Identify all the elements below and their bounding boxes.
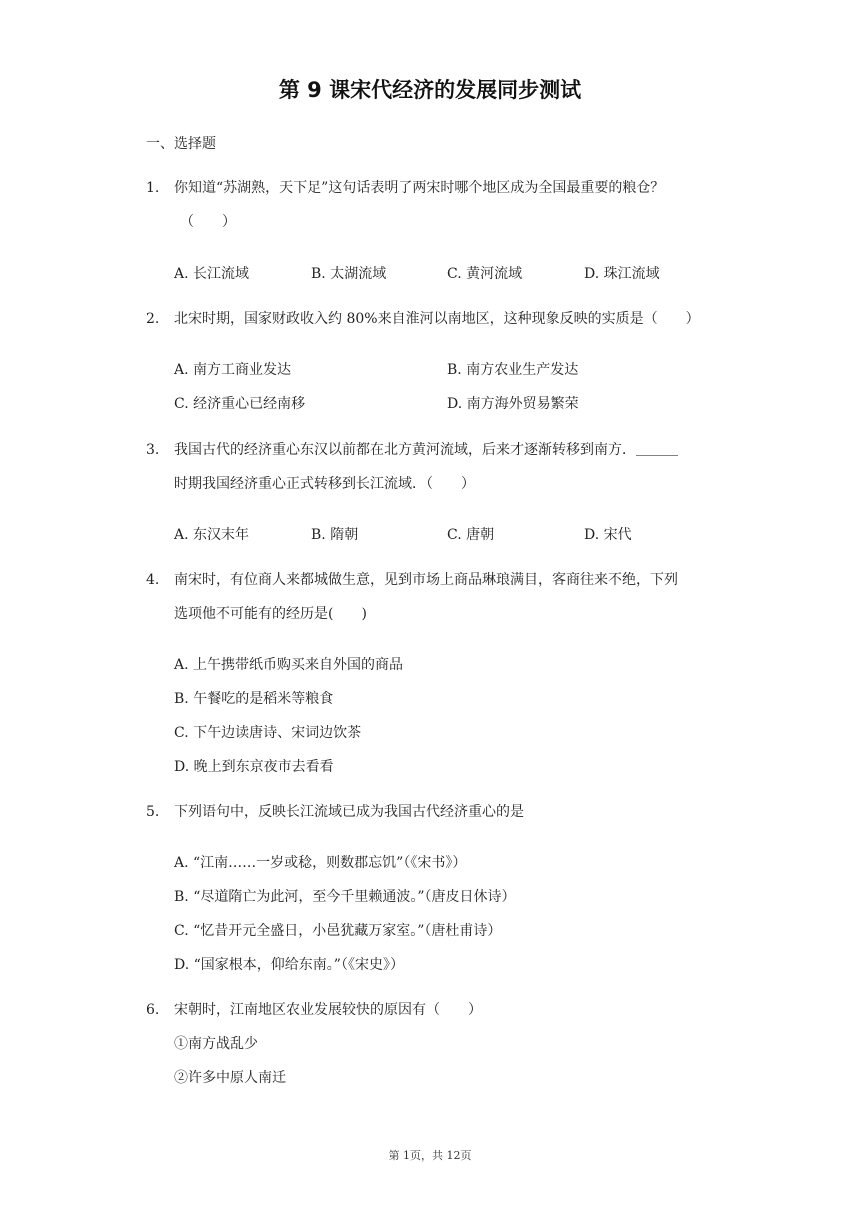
question-line: 时期我国经济重心正式转移到长江流域．（ ） (174, 476, 475, 492)
section-heading: 一、选择题 (146, 136, 216, 152)
question-line: 我国古代的经济重心东汉以前都在北方黄河流域，后来才逐渐转移到南方．＿＿＿ (174, 442, 678, 458)
question-line: 下列语句中，反映长江流域已成为我国古代经济重心的是 (174, 804, 524, 820)
question-text (174, 171, 734, 239)
question-number: 3. (146, 442, 160, 458)
question-line: 你知道“苏湖熟，天下足”这句话表明了两宋时哪个地区成为全国最重要的粮仓？ (174, 180, 665, 196)
option-c: C. 黄河流域 (447, 266, 523, 282)
option-d: D. 南方海外贸易繁荣 (447, 396, 579, 412)
option-a: A. 长江流域 (174, 266, 250, 282)
option-c: C. 下午边读唐诗、宋词边饮茶 (174, 725, 362, 741)
option-d: D. 宋代 (584, 527, 632, 543)
option-b: B. 南方农业生产发达 (447, 362, 579, 378)
question-line: 选项他不可能有的经历是( ) (174, 606, 367, 622)
option-a: A. “江南……一岁或稔，则数郡忘饥”（《宋书》） (174, 855, 467, 871)
question-text (174, 302, 734, 336)
question-line: （ ） (180, 214, 236, 230)
option-b: B. 太湖流域 (311, 266, 387, 282)
option-d: D. 珠江流域 (584, 266, 660, 282)
question-text (174, 433, 734, 501)
option-c: C. 唐朝 (447, 527, 495, 543)
question-line: ①南方战乱少 (174, 1036, 258, 1052)
question-number: 4. (146, 572, 160, 588)
question-line: 南宋时，有位商人来都城做生意，见到市场上商品琳琅满目，客商往来不绝，下列 (174, 572, 678, 588)
option-d: D. “国家根本，仰给东南。”（《宋史》） (174, 957, 404, 973)
page-footer: 第 1页，共 12页 (388, 1149, 472, 1162)
question-text (174, 993, 734, 1095)
question-number: 1. (146, 180, 160, 196)
option-b: B. 午餐吃的是稻米等粮食 (174, 691, 334, 707)
option-a: A. 南方工商业发达 (174, 362, 292, 378)
option-a: A. 东汉末年 (174, 527, 250, 543)
option-d: D. 晚上到东京夜市去看看 (174, 759, 334, 775)
question-line: ②许多中原人南迁 (174, 1070, 286, 1086)
option-c: C. 经济重心已经南移 (174, 396, 306, 412)
question-number: 2. (146, 311, 160, 327)
question-text (174, 563, 734, 631)
question-number: 5. (146, 804, 160, 820)
question-line: 宋朝时，江南地区农业发展较快的原因有（ ） (174, 1002, 482, 1018)
question-line: 北宋时期，国家财政收入约 80%来自淮河以南地区，这种现象反映的实质是（ ） (174, 311, 700, 327)
question-text (174, 795, 734, 829)
option-c: C. “忆昔开元全盛日，小邑犹藏万家室。”（唐杜甫诗） (174, 923, 502, 939)
option-b: B. 隋朝 (311, 527, 359, 543)
option-a: A. 上午携带纸币购买来自外国的商品 (174, 657, 404, 673)
question-number: 6. (146, 1002, 160, 1018)
option-b: B. “尽道隋亡为此河，至今千里赖通波。”（唐皮日休诗） (174, 889, 516, 905)
page-title: 第 9 课宋代经济的发展同步测试 (278, 78, 582, 102)
